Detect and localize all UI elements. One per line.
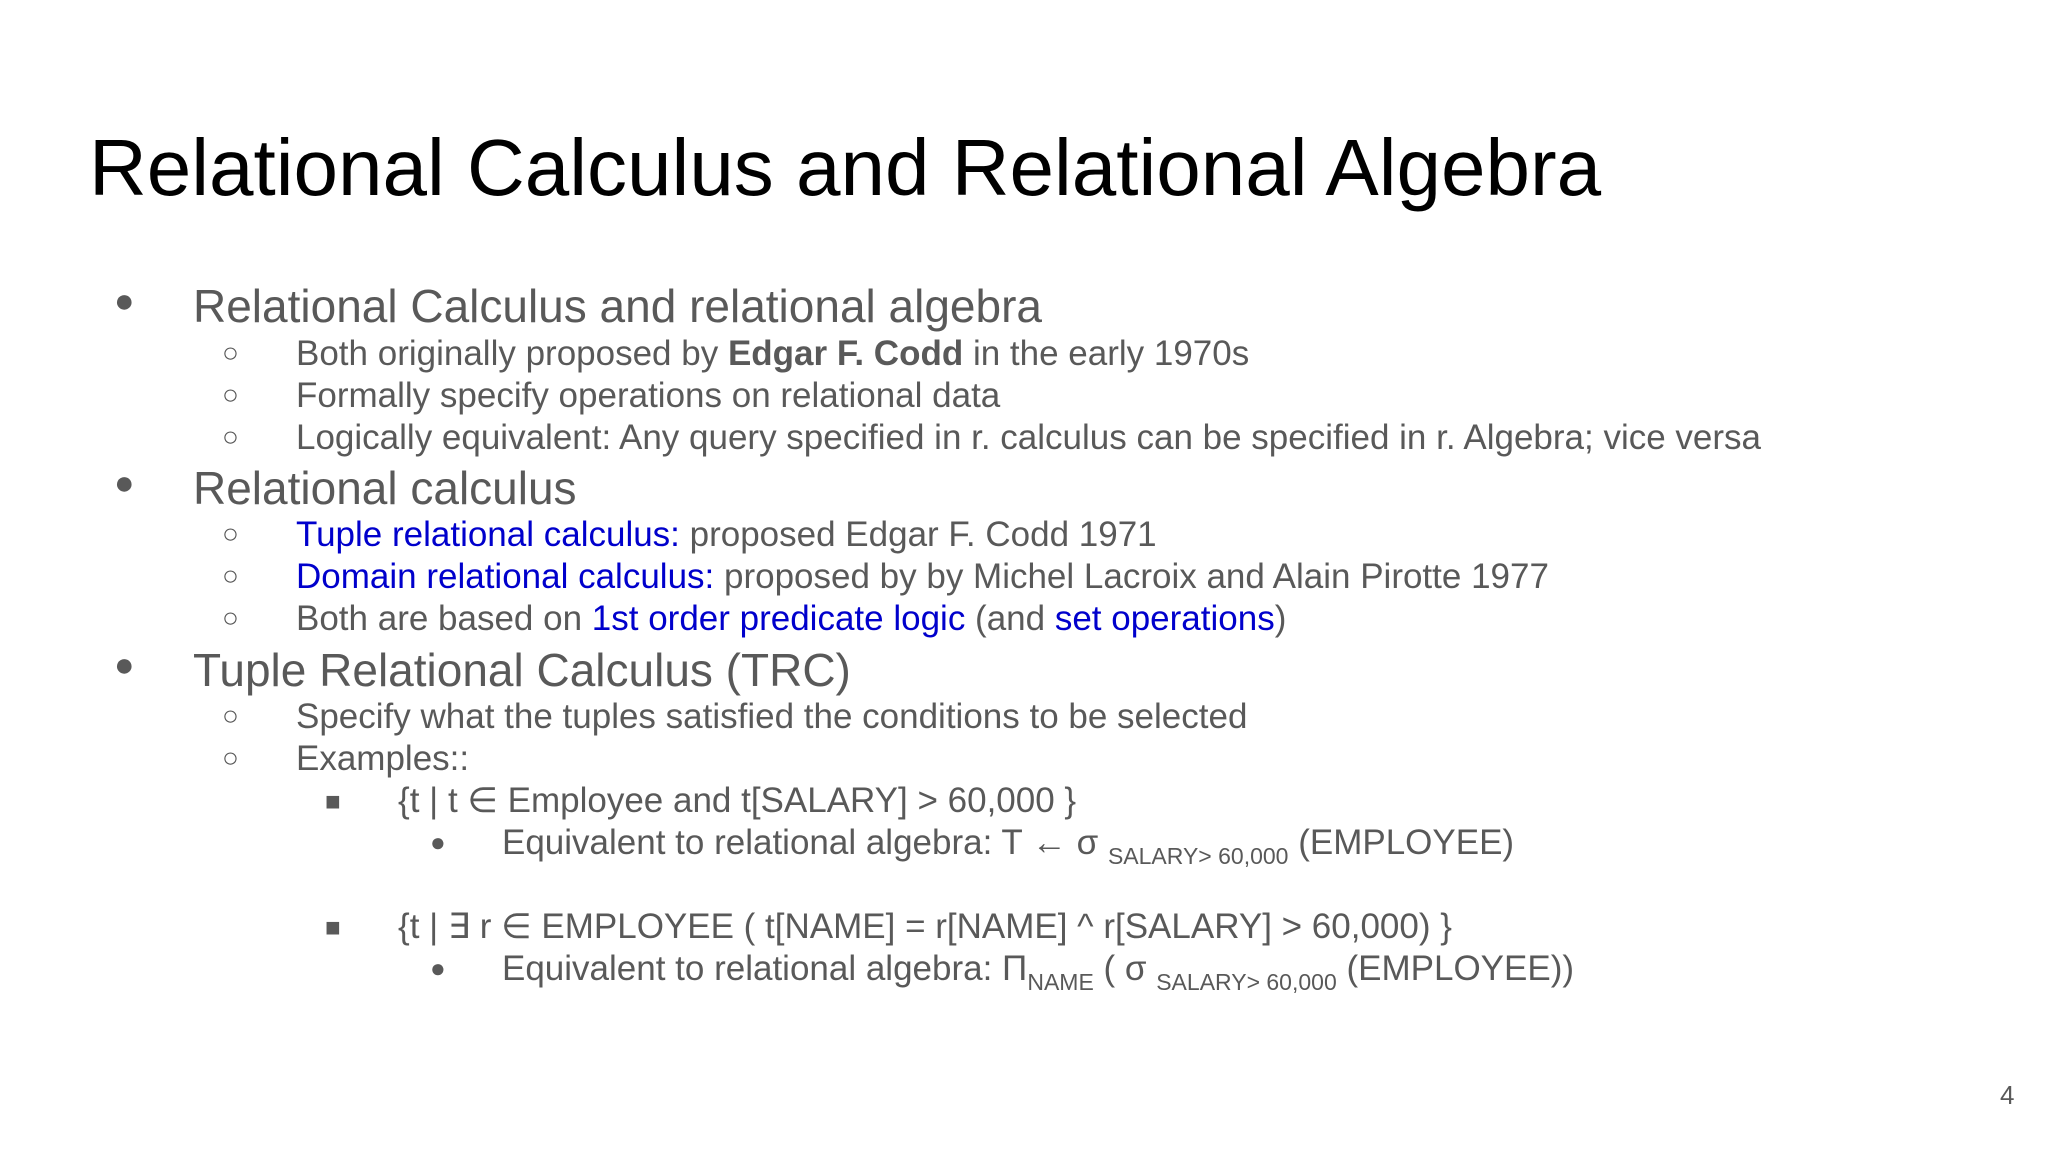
bullet-level1: ● [114, 464, 135, 502]
subscript-projection: NAME [1027, 969, 1094, 995]
set-operations-link[interactable]: set operations [1054, 599, 1275, 638]
equiv-text: Equivalent to relational algebra: Π [502, 949, 1028, 988]
author-name: Edgar F. Codd [727, 334, 964, 373]
bullet-level3: ■ [325, 786, 341, 816]
page-number: 4 [2000, 1080, 2015, 1110]
algebra-equivalent-1 [502, 822, 1514, 867]
bullet-level2: ○ [222, 742, 239, 773]
bullet-level2: ○ [222, 560, 239, 591]
equiv-text: (EMPLOYEE)) [1336, 949, 1575, 988]
item-text: (and [965, 599, 1055, 638]
bullet-level1: ● [114, 282, 135, 320]
bullet-level2: ○ [222, 379, 239, 410]
tuple-relational-calculus-link[interactable]: Tuple relational calculus: [296, 515, 680, 554]
domain-relational-calculus-link[interactable]: Domain relational calculus: [296, 557, 715, 596]
item-text: in the early 1970s [963, 334, 1250, 373]
item-text: proposed Edgar F. Codd 1971 [679, 515, 1157, 554]
list-item [296, 556, 1549, 598]
item-text: ) [1274, 599, 1287, 638]
section-heading-2: Relational calculus [193, 462, 577, 514]
list-item [296, 333, 1249, 375]
trc-query-2: {t | ∃ r ∈ EMPLOYEE ( t[NAME] = r[NAME] ^ r[SALARY] > 60,000) } [398, 907, 1452, 946]
equiv-text: ( σ [1093, 949, 1157, 988]
bullet-level2: ○ [222, 700, 239, 731]
list-item [296, 598, 1286, 640]
bullet-level4: ● [430, 953, 446, 983]
bullet-level3: ■ [325, 912, 341, 942]
list-item [296, 514, 1157, 556]
bullet-level2: ○ [222, 518, 239, 549]
item-text: Both are based on [296, 599, 592, 638]
section-heading-3: Tuple Relational Calculus (TRC) [193, 644, 851, 696]
item-text: proposed by by Michel Lacroix and Alain Pirotte 1977 [714, 557, 1549, 596]
bullet-level2: ○ [222, 337, 239, 368]
algebra-equivalent-2 [502, 948, 1574, 993]
bullet-level2: ○ [222, 602, 239, 633]
trc-query-1: {t | t ∈ Employee and t[SALARY] > 60,000 } [398, 781, 1077, 820]
item-text: Both originally proposed by [296, 334, 728, 373]
list-item: Examples:: [296, 739, 470, 778]
equiv-text: (EMPLOYEE) [1288, 823, 1515, 862]
bullet-level1: ● [114, 646, 135, 684]
subscript-condition: SALARY> 60,000 [1107, 843, 1289, 869]
equiv-text: Equivalent to relational algebra: T ← σ [502, 823, 1108, 862]
list-item: Formally specify operations on relational data [296, 376, 1001, 415]
list-item: Logically equivalent: Any query specified in r. calculus can be specified in r. Algebra; vice versa [296, 418, 1761, 457]
list-item: Specify what the tuples satisfied the conditions to be selected [296, 697, 1248, 736]
bullet-level2: ○ [222, 421, 239, 452]
section-heading-1: Relational Calculus and relational algebra [193, 280, 1042, 332]
bullet-level4: ● [430, 827, 446, 857]
slide-title: Relational Calculus and Relational Algebra [89, 123, 1602, 212]
subscript-condition: SALARY> 60,000 [1156, 969, 1337, 995]
predicate-logic-link[interactable]: 1st order predicate logic [591, 599, 966, 638]
